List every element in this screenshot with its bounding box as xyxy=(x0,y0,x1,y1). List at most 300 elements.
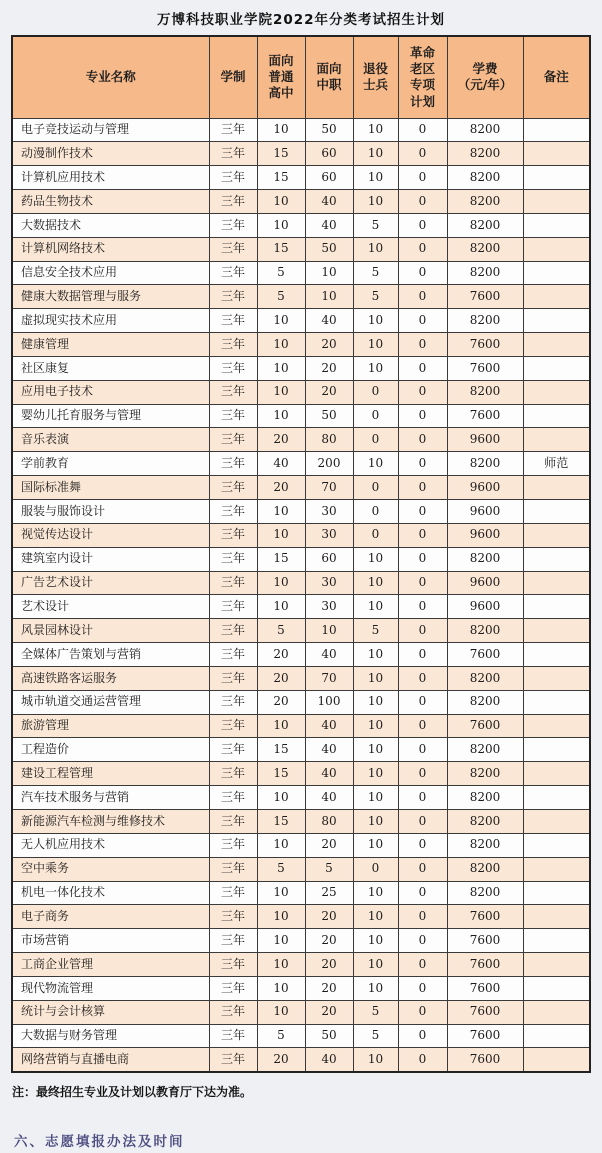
tuition-cell: 8200 xyxy=(447,547,523,571)
major-name-cell: 工商企业管理 xyxy=(12,953,209,977)
veterans-plan-cell: 5 xyxy=(353,1000,398,1024)
veterans-plan-cell: 10 xyxy=(353,643,398,667)
table-row xyxy=(12,547,590,571)
remark-cell xyxy=(523,547,590,571)
major-name-cell: 建设工程管理 xyxy=(12,762,209,786)
vocational-plan-cell: 20 xyxy=(305,929,353,953)
remark-cell xyxy=(523,666,590,690)
major-name-cell: 空中乘务 xyxy=(12,857,209,881)
vocational-plan-cell: 30 xyxy=(305,595,353,619)
veterans-plan-cell: 10 xyxy=(353,809,398,833)
remark-cell xyxy=(523,643,590,667)
duration-cell: 三年 xyxy=(209,333,257,357)
enrollment-plan-table xyxy=(11,35,591,1073)
remark-cell xyxy=(523,881,590,905)
duration-cell: 三年 xyxy=(209,404,257,428)
old-area-plan-cell: 0 xyxy=(398,213,447,237)
tuition-cell: 7600 xyxy=(447,929,523,953)
regular-highschool-plan-cell: 10 xyxy=(257,500,305,524)
header-regular-highschool: 面向 普通 高中 xyxy=(257,36,305,118)
regular-highschool-plan-cell: 20 xyxy=(257,1048,305,1072)
old-area-plan-cell: 0 xyxy=(398,595,447,619)
regular-highschool-plan-cell: 10 xyxy=(257,118,305,142)
table-row xyxy=(12,1000,590,1024)
old-area-plan-cell: 0 xyxy=(398,976,447,1000)
regular-highschool-plan-cell: 15 xyxy=(257,738,305,762)
duration-cell: 三年 xyxy=(209,690,257,714)
table-row xyxy=(12,714,590,738)
header-old-area-plan: 革命 老区 专项 计划 xyxy=(398,36,447,118)
vocational-plan-cell: 30 xyxy=(305,523,353,547)
veterans-plan-cell: 10 xyxy=(353,976,398,1000)
remark-cell: 师范 xyxy=(523,452,590,476)
remark-cell xyxy=(523,285,590,309)
tuition-cell: 7600 xyxy=(447,905,523,929)
duration-cell: 三年 xyxy=(209,142,257,166)
duration-cell: 三年 xyxy=(209,953,257,977)
table-row xyxy=(12,285,590,309)
duration-cell: 三年 xyxy=(209,452,257,476)
major-name-cell: 国际标准舞 xyxy=(12,476,209,500)
duration-cell: 三年 xyxy=(209,1024,257,1048)
old-area-plan-cell: 0 xyxy=(398,929,447,953)
duration-cell: 三年 xyxy=(209,976,257,1000)
vocational-plan-cell: 50 xyxy=(305,1024,353,1048)
remark-cell xyxy=(523,857,590,881)
veterans-plan-cell: 10 xyxy=(353,738,398,762)
old-area-plan-cell: 0 xyxy=(398,619,447,643)
major-name-cell: 婴幼儿托育服务与管理 xyxy=(12,404,209,428)
veterans-plan-cell: 10 xyxy=(353,356,398,380)
major-name-cell: 计算机网络技术 xyxy=(12,237,209,261)
veterans-plan-cell: 0 xyxy=(353,500,398,524)
vocational-plan-cell: 50 xyxy=(305,118,353,142)
table-row xyxy=(12,762,590,786)
remark-cell xyxy=(523,595,590,619)
tuition-cell: 8200 xyxy=(447,809,523,833)
regular-highschool-plan-cell: 10 xyxy=(257,523,305,547)
major-name-cell: 音乐表演 xyxy=(12,428,209,452)
remark-cell xyxy=(523,166,590,190)
major-name-cell: 视觉传达设计 xyxy=(12,523,209,547)
old-area-plan-cell: 0 xyxy=(398,285,447,309)
vocational-plan-cell: 100 xyxy=(305,690,353,714)
major-name-cell: 现代物流管理 xyxy=(12,976,209,1000)
major-name-cell: 健康管理 xyxy=(12,333,209,357)
vocational-plan-cell: 40 xyxy=(305,309,353,333)
vocational-plan-cell: 25 xyxy=(305,881,353,905)
veterans-plan-cell: 0 xyxy=(353,380,398,404)
regular-highschool-plan-cell: 15 xyxy=(257,237,305,261)
tuition-cell: 9600 xyxy=(447,523,523,547)
veterans-plan-cell: 10 xyxy=(353,666,398,690)
remark-cell xyxy=(523,213,590,237)
vocational-plan-cell: 5 xyxy=(305,857,353,881)
tuition-cell: 8200 xyxy=(447,261,523,285)
regular-highschool-plan-cell: 10 xyxy=(257,833,305,857)
duration-cell: 三年 xyxy=(209,619,257,643)
header-major-name: 专业名称 xyxy=(12,36,209,118)
old-area-plan-cell: 0 xyxy=(398,833,447,857)
major-name-cell: 旅游管理 xyxy=(12,714,209,738)
regular-highschool-plan-cell: 10 xyxy=(257,571,305,595)
duration-cell: 三年 xyxy=(209,476,257,500)
tuition-cell: 7600 xyxy=(447,976,523,1000)
remark-cell xyxy=(523,714,590,738)
tuition-cell: 8200 xyxy=(447,690,523,714)
duration-cell: 三年 xyxy=(209,881,257,905)
tuition-cell: 8200 xyxy=(447,166,523,190)
veterans-plan-cell: 10 xyxy=(353,953,398,977)
regular-highschool-plan-cell: 15 xyxy=(257,547,305,571)
table-row xyxy=(12,523,590,547)
remark-cell xyxy=(523,1000,590,1024)
major-name-cell: 大数据技术 xyxy=(12,213,209,237)
old-area-plan-cell: 0 xyxy=(398,690,447,714)
old-area-plan-cell: 0 xyxy=(398,142,447,166)
vocational-plan-cell: 70 xyxy=(305,666,353,690)
table-row xyxy=(12,261,590,285)
tuition-cell: 7600 xyxy=(447,356,523,380)
old-area-plan-cell: 0 xyxy=(398,452,447,476)
regular-highschool-plan-cell: 10 xyxy=(257,309,305,333)
regular-highschool-plan-cell: 10 xyxy=(257,786,305,810)
vocational-plan-cell: 50 xyxy=(305,237,353,261)
table-row xyxy=(12,404,590,428)
vocational-plan-cell: 20 xyxy=(305,976,353,1000)
remark-cell xyxy=(523,953,590,977)
duration-cell: 三年 xyxy=(209,1000,257,1024)
regular-highschool-plan-cell: 10 xyxy=(257,881,305,905)
vocational-plan-cell: 60 xyxy=(305,142,353,166)
vocational-plan-cell: 200 xyxy=(305,452,353,476)
old-area-plan-cell: 0 xyxy=(398,881,447,905)
table-row xyxy=(12,356,590,380)
vocational-plan-cell: 80 xyxy=(305,428,353,452)
regular-highschool-plan-cell: 10 xyxy=(257,333,305,357)
remark-cell xyxy=(523,404,590,428)
tuition-cell: 7600 xyxy=(447,1000,523,1024)
old-area-plan-cell: 0 xyxy=(398,237,447,261)
regular-highschool-plan-cell: 10 xyxy=(257,953,305,977)
table-row xyxy=(12,929,590,953)
vocational-plan-cell: 20 xyxy=(305,833,353,857)
table-header xyxy=(12,36,590,118)
duration-cell: 三年 xyxy=(209,428,257,452)
vocational-plan-cell: 20 xyxy=(305,333,353,357)
table-row xyxy=(12,666,590,690)
duration-cell: 三年 xyxy=(209,571,257,595)
vocational-plan-cell: 50 xyxy=(305,404,353,428)
major-name-cell: 建筑室内设计 xyxy=(12,547,209,571)
tuition-cell: 9600 xyxy=(447,595,523,619)
table-row xyxy=(12,309,590,333)
duration-cell: 三年 xyxy=(209,261,257,285)
vocational-plan-cell: 20 xyxy=(305,380,353,404)
tuition-cell: 8200 xyxy=(447,237,523,261)
table-row xyxy=(12,333,590,357)
table-row xyxy=(12,738,590,762)
regular-highschool-plan-cell: 5 xyxy=(257,261,305,285)
tuition-cell: 8200 xyxy=(447,881,523,905)
remark-cell xyxy=(523,976,590,1000)
table-row xyxy=(12,118,590,142)
duration-cell: 三年 xyxy=(209,285,257,309)
regular-highschool-plan-cell: 10 xyxy=(257,380,305,404)
vocational-plan-cell: 10 xyxy=(305,619,353,643)
duration-cell: 三年 xyxy=(209,309,257,333)
remark-cell xyxy=(523,690,590,714)
tuition-cell: 8200 xyxy=(447,666,523,690)
table-row xyxy=(12,833,590,857)
old-area-plan-cell: 0 xyxy=(398,1048,447,1072)
footnote: 注：最终招生专业及计划以教育厅下达为准。 xyxy=(12,1084,253,1099)
old-area-plan-cell: 0 xyxy=(398,166,447,190)
old-area-plan-cell: 0 xyxy=(398,1000,447,1024)
remark-cell xyxy=(523,142,590,166)
major-name-cell: 大数据与财务管理 xyxy=(12,1024,209,1048)
regular-highschool-plan-cell: 10 xyxy=(257,595,305,619)
table-row xyxy=(12,452,590,476)
tuition-cell: 7600 xyxy=(447,333,523,357)
duration-cell: 三年 xyxy=(209,929,257,953)
table-row xyxy=(12,213,590,237)
veterans-plan-cell: 5 xyxy=(353,261,398,285)
veterans-plan-cell: 5 xyxy=(353,1024,398,1048)
tuition-cell: 7600 xyxy=(447,1024,523,1048)
old-area-plan-cell: 0 xyxy=(398,738,447,762)
veterans-plan-cell: 10 xyxy=(353,547,398,571)
veterans-plan-cell: 0 xyxy=(353,523,398,547)
veterans-plan-cell: 10 xyxy=(353,333,398,357)
table-row xyxy=(12,857,590,881)
remark-cell xyxy=(523,738,590,762)
regular-highschool-plan-cell: 10 xyxy=(257,190,305,214)
old-area-plan-cell: 0 xyxy=(398,500,447,524)
duration-cell: 三年 xyxy=(209,547,257,571)
remark-cell xyxy=(523,833,590,857)
major-name-cell: 风景园林设计 xyxy=(12,619,209,643)
tuition-cell: 9600 xyxy=(447,500,523,524)
veterans-plan-cell: 10 xyxy=(353,786,398,810)
major-name-cell: 药品生物技术 xyxy=(12,190,209,214)
vocational-plan-cell: 40 xyxy=(305,190,353,214)
vocational-plan-cell: 40 xyxy=(305,762,353,786)
veterans-plan-cell: 0 xyxy=(353,857,398,881)
remark-cell xyxy=(523,333,590,357)
vocational-plan-cell: 60 xyxy=(305,547,353,571)
tuition-cell: 8200 xyxy=(447,213,523,237)
veterans-plan-cell: 10 xyxy=(353,833,398,857)
regular-highschool-plan-cell: 5 xyxy=(257,285,305,309)
table-row xyxy=(12,786,590,810)
tuition-cell: 8200 xyxy=(447,190,523,214)
vocational-plan-cell: 40 xyxy=(305,213,353,237)
duration-cell: 三年 xyxy=(209,118,257,142)
table-row xyxy=(12,142,590,166)
old-area-plan-cell: 0 xyxy=(398,356,447,380)
veterans-plan-cell: 5 xyxy=(353,285,398,309)
header-row xyxy=(12,36,590,118)
remark-cell xyxy=(523,619,590,643)
veterans-plan-cell: 10 xyxy=(353,1048,398,1072)
veterans-plan-cell: 10 xyxy=(353,237,398,261)
veterans-plan-cell: 5 xyxy=(353,619,398,643)
veterans-plan-cell: 10 xyxy=(353,190,398,214)
major-name-cell: 广告艺术设计 xyxy=(12,571,209,595)
regular-highschool-plan-cell: 10 xyxy=(257,213,305,237)
remark-cell xyxy=(523,905,590,929)
regular-highschool-plan-cell: 10 xyxy=(257,976,305,1000)
regular-highschool-plan-cell: 10 xyxy=(257,356,305,380)
old-area-plan-cell: 0 xyxy=(398,953,447,977)
duration-cell: 三年 xyxy=(209,666,257,690)
tuition-cell: 7600 xyxy=(447,643,523,667)
major-name-cell: 网络营销与直播电商 xyxy=(12,1048,209,1072)
regular-highschool-plan-cell: 5 xyxy=(257,1024,305,1048)
tuition-cell: 7600 xyxy=(447,285,523,309)
table-row xyxy=(12,881,590,905)
remark-cell xyxy=(523,261,590,285)
duration-cell: 三年 xyxy=(209,523,257,547)
duration-cell: 三年 xyxy=(209,500,257,524)
duration-cell: 三年 xyxy=(209,190,257,214)
table-row xyxy=(12,643,590,667)
vocational-plan-cell: 40 xyxy=(305,738,353,762)
tuition-cell: 7600 xyxy=(447,1048,523,1072)
vocational-plan-cell: 20 xyxy=(305,1000,353,1024)
duration-cell: 三年 xyxy=(209,857,257,881)
duration-cell: 三年 xyxy=(209,786,257,810)
vocational-plan-cell: 40 xyxy=(305,643,353,667)
vocational-plan-cell: 20 xyxy=(305,356,353,380)
table-row xyxy=(12,595,590,619)
duration-cell: 三年 xyxy=(209,380,257,404)
tuition-cell: 8200 xyxy=(447,619,523,643)
old-area-plan-cell: 0 xyxy=(398,666,447,690)
remark-cell xyxy=(523,500,590,524)
vocational-plan-cell: 40 xyxy=(305,786,353,810)
veterans-plan-cell: 10 xyxy=(353,309,398,333)
major-name-cell: 机电一体化技术 xyxy=(12,881,209,905)
veterans-plan-cell: 10 xyxy=(353,714,398,738)
old-area-plan-cell: 0 xyxy=(398,1024,447,1048)
regular-highschool-plan-cell: 20 xyxy=(257,643,305,667)
vocational-plan-cell: 10 xyxy=(305,285,353,309)
regular-highschool-plan-cell: 5 xyxy=(257,857,305,881)
major-name-cell: 服装与服饰设计 xyxy=(12,500,209,524)
remark-cell xyxy=(523,356,590,380)
remark-cell xyxy=(523,571,590,595)
tuition-cell: 8200 xyxy=(447,786,523,810)
table-row xyxy=(12,976,590,1000)
remark-cell xyxy=(523,118,590,142)
table-row xyxy=(12,1048,590,1072)
table-row xyxy=(12,1024,590,1048)
duration-cell: 三年 xyxy=(209,213,257,237)
remark-cell xyxy=(523,190,590,214)
tuition-cell: 8200 xyxy=(447,380,523,404)
regular-highschool-plan-cell: 10 xyxy=(257,1000,305,1024)
tuition-cell: 8200 xyxy=(447,738,523,762)
remark-cell xyxy=(523,809,590,833)
duration-cell: 三年 xyxy=(209,1048,257,1072)
tuition-cell: 9600 xyxy=(447,476,523,500)
major-name-cell: 电子竞技运动与管理 xyxy=(12,118,209,142)
regular-highschool-plan-cell: 40 xyxy=(257,452,305,476)
major-name-cell: 市场营销 xyxy=(12,929,209,953)
major-name-cell: 高速铁路客运服务 xyxy=(12,666,209,690)
old-area-plan-cell: 0 xyxy=(398,261,447,285)
table-row xyxy=(12,380,590,404)
old-area-plan-cell: 0 xyxy=(398,714,447,738)
tuition-cell: 7600 xyxy=(447,953,523,977)
major-name-cell: 信息安全技术应用 xyxy=(12,261,209,285)
remark-cell xyxy=(523,309,590,333)
old-area-plan-cell: 0 xyxy=(398,118,447,142)
duration-cell: 三年 xyxy=(209,356,257,380)
old-area-plan-cell: 0 xyxy=(398,857,447,881)
remark-cell xyxy=(523,929,590,953)
major-name-cell: 汽车技术服务与营销 xyxy=(12,786,209,810)
table-row xyxy=(12,905,590,929)
table-row xyxy=(12,571,590,595)
veterans-plan-cell: 10 xyxy=(353,452,398,476)
tuition-cell: 8200 xyxy=(447,118,523,142)
major-name-cell: 统计与会计核算 xyxy=(12,1000,209,1024)
regular-highschool-plan-cell: 20 xyxy=(257,428,305,452)
major-name-cell: 电子商务 xyxy=(12,905,209,929)
header-veterans: 退役 士兵 xyxy=(353,36,398,118)
regular-highschool-plan-cell: 15 xyxy=(257,762,305,786)
veterans-plan-cell: 10 xyxy=(353,118,398,142)
major-name-cell: 动漫制作技术 xyxy=(12,142,209,166)
remark-cell xyxy=(523,428,590,452)
remark-cell xyxy=(523,786,590,810)
table-row xyxy=(12,500,590,524)
veterans-plan-cell: 10 xyxy=(353,571,398,595)
remark-cell xyxy=(523,1024,590,1048)
vocational-plan-cell: 30 xyxy=(305,571,353,595)
duration-cell: 三年 xyxy=(209,738,257,762)
remark-cell xyxy=(523,476,590,500)
major-name-cell: 应用电子技术 xyxy=(12,380,209,404)
old-area-plan-cell: 0 xyxy=(398,762,447,786)
major-name-cell: 社区康复 xyxy=(12,356,209,380)
major-name-cell: 工程造价 xyxy=(12,738,209,762)
page-title: 万博科技职业学院2022年分类考试招生计划 xyxy=(156,12,446,28)
header-vocational: 面向 中职 xyxy=(305,36,353,118)
old-area-plan-cell: 0 xyxy=(398,809,447,833)
veterans-plan-cell: 0 xyxy=(353,428,398,452)
tuition-cell: 7600 xyxy=(447,404,523,428)
major-name-cell: 学前教育 xyxy=(12,452,209,476)
table-row xyxy=(12,166,590,190)
table-row xyxy=(12,190,590,214)
veterans-plan-cell: 0 xyxy=(353,476,398,500)
tuition-cell: 9600 xyxy=(447,428,523,452)
veterans-plan-cell: 10 xyxy=(353,142,398,166)
regular-highschool-plan-cell: 20 xyxy=(257,666,305,690)
remark-cell xyxy=(523,237,590,261)
table-row xyxy=(12,690,590,714)
old-area-plan-cell: 0 xyxy=(398,571,447,595)
duration-cell: 三年 xyxy=(209,809,257,833)
old-area-plan-cell: 0 xyxy=(398,905,447,929)
duration-cell: 三年 xyxy=(209,833,257,857)
duration-cell: 三年 xyxy=(209,714,257,738)
old-area-plan-cell: 0 xyxy=(398,523,447,547)
